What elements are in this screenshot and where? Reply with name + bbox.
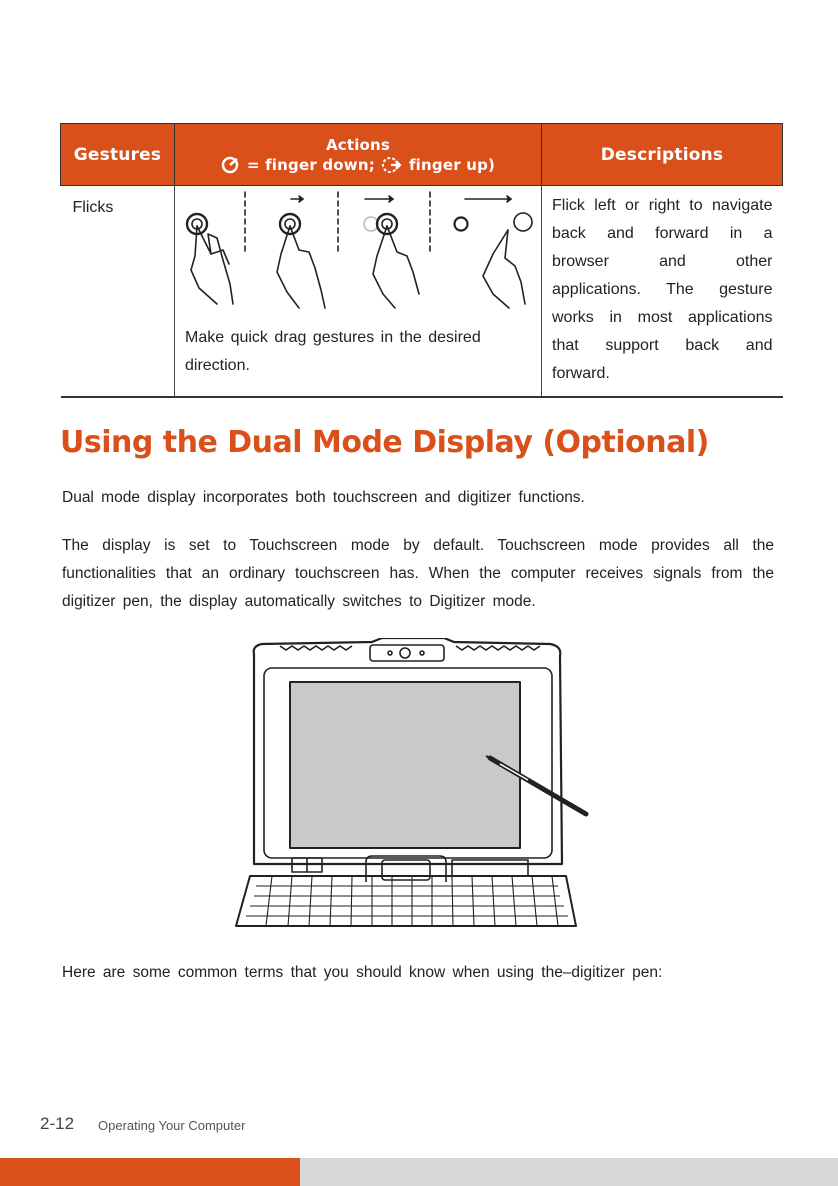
footer-accent-bar (0, 1158, 300, 1186)
description-text: Flick left or right to navigate back and forward in a browser and other applications. The gesture works in most applications that support back and forward. (552, 197, 773, 382)
tablet-with-pen-illustration (232, 638, 592, 930)
header-gestures: Gestures (61, 124, 175, 186)
hand-flick-illustration (175, 186, 541, 321)
finger-down-icon (221, 156, 241, 174)
paragraph-terms: Here are some common terms that you should know when using the–digitizer pen: (62, 964, 663, 981)
paragraph-intro: Dual mode display incorporates both touchscreen and digitizer functions. (62, 489, 585, 506)
paragraph-modes: The display is set to Touchscreen mode by default. Touchscreen mode provides all the functionalities that an ordinary touchscreen has. When the computer receives signals from the digitizer pen, the display automatically switches to Digitizer mode. (62, 537, 774, 610)
action-caption: Make quick drag gestures in the desired direction. (185, 329, 481, 374)
description-cell (542, 186, 783, 398)
gesture-cell: Flicks (61, 186, 175, 398)
chapter-title: Operating Your Computer (98, 1118, 246, 1133)
header-actions (175, 124, 542, 186)
table-header-row (61, 124, 783, 186)
actions-legend (175, 155, 541, 175)
header-descriptions: Descriptions (542, 124, 783, 186)
finger-down-label: = finger down; (246, 155, 375, 174)
gestures-table (60, 123, 783, 398)
page-number: 2-12 (40, 1114, 75, 1133)
action-cell (175, 186, 542, 398)
finger-up-icon (381, 156, 403, 174)
finger-up-label: finger up) (408, 155, 496, 174)
table-row (61, 186, 783, 398)
header-actions-label: Actions (325, 135, 391, 154)
section-heading: Using the Dual Mode Display (Optional) (60, 425, 709, 460)
footer-grey-bar (300, 1158, 838, 1186)
